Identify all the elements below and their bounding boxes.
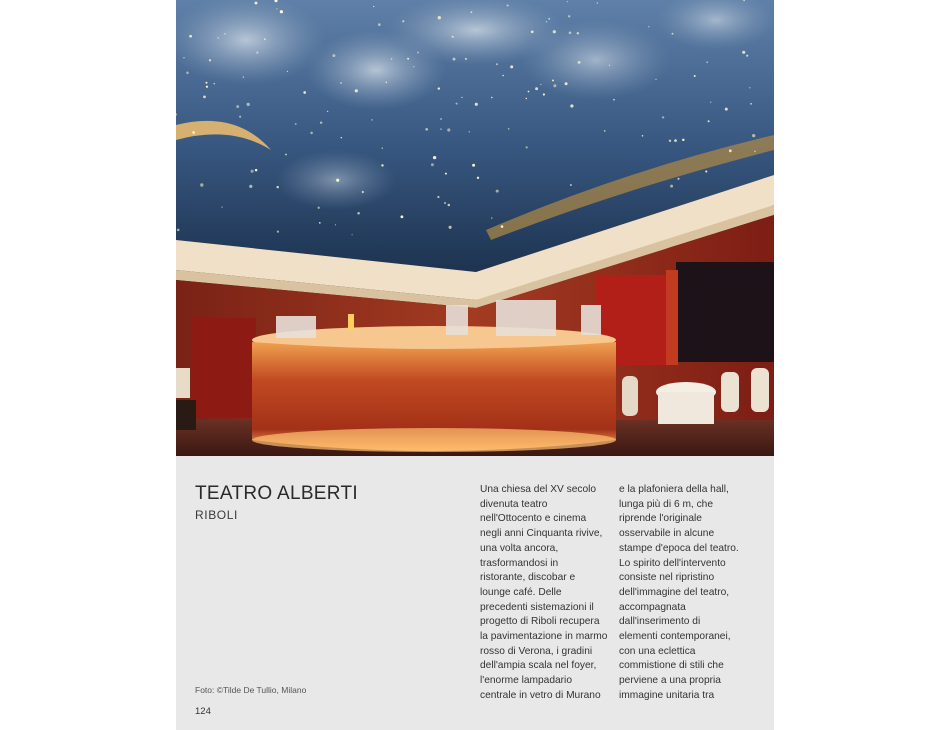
magazine-page [176, 0, 774, 730]
text-column-2 [619, 483, 759, 704]
text-line: nell'Ottocento e cinema [480, 513, 587, 525]
text-line: dell'ampia scala nel foyer, [480, 660, 597, 672]
text-line: perviene a una propria [619, 675, 721, 687]
text-line: ristorante, discobar e [480, 572, 576, 584]
text-line: negli anni Cinquanta rivive, [480, 528, 603, 540]
theatre-interior-image [176, 0, 774, 456]
text-line: trasformandosi in [480, 557, 559, 569]
text-line: osservabile in alcune [619, 528, 715, 540]
text-line: stampe d'epoca del teatro. [619, 542, 739, 554]
text-line: lounge café. Delle [480, 586, 562, 598]
text-line: Una chiesa del XV secolo [480, 484, 597, 495]
text-line: consiste nel ripristino [619, 572, 715, 584]
text-line: la pavimentazione in marmo [480, 631, 608, 643]
text-line: precedenti sistemazioni il [480, 601, 594, 613]
text-line: e la plafoniera della hall, [619, 484, 729, 495]
text-line: accompagnata [619, 601, 686, 613]
text-line: una volta ancora, [480, 542, 559, 554]
photo-credit: Foto: ©Tilde De Tullio, Milano [195, 685, 307, 695]
page-number: 124 [195, 706, 211, 717]
text-line: divenuta teatro [480, 498, 548, 510]
text-line: elementi contemporanei, [619, 631, 731, 643]
interior-photo [176, 0, 774, 456]
text-line: commistione di stili che [619, 660, 724, 672]
text-line: riprende l'originale [619, 513, 702, 525]
text-line: l'enorme lampadario [480, 675, 572, 687]
text-line: immagine unitaria tra [619, 689, 715, 701]
text-line: Lo spirito dell'intervento [619, 557, 726, 569]
text-line: progetto di Riboli recupera [480, 616, 600, 628]
text-line: con una eclettica [619, 645, 696, 657]
article-title: TEATRO ALBERTI [195, 483, 358, 504]
text-line: dall'inserimento di [619, 616, 701, 628]
text-column-1 [480, 483, 612, 704]
text-line: dell'immagine del teatro, [619, 586, 730, 598]
text-line: lunga più di 6 m, che [619, 498, 714, 510]
article-subtitle: RIBOLI [195, 508, 238, 522]
text-line: rosso di Verona, i gradini [480, 645, 593, 657]
text-line: centrale in vetro di Murano [480, 689, 601, 701]
